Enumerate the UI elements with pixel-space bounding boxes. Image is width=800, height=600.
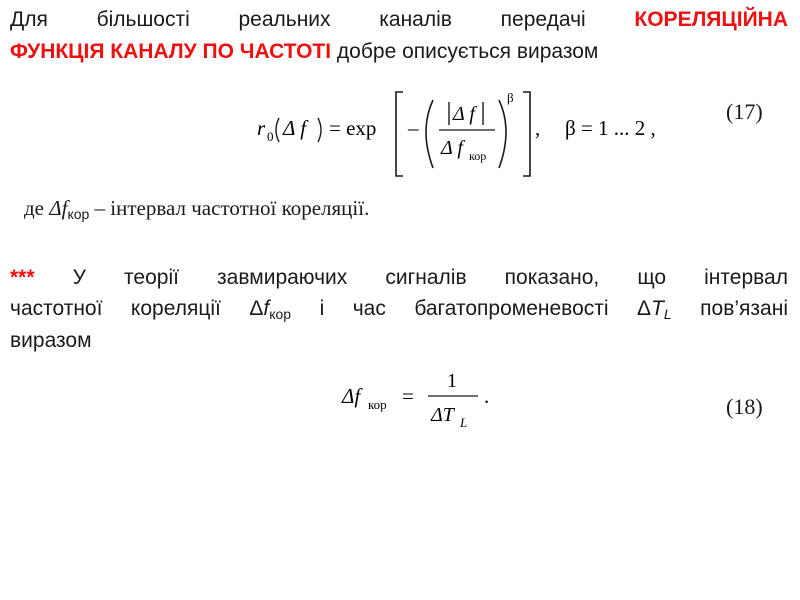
formula-comma: , [535, 116, 541, 140]
big-paren-left [426, 100, 433, 168]
definition-line [24, 196, 369, 222]
formula-17 [255, 90, 675, 180]
paren-right [318, 118, 321, 142]
formula-r: r [257, 116, 266, 140]
paragraph-2-text-2a: частотної кореляції [10, 297, 250, 320]
bracket-left [396, 92, 403, 176]
formula-18 [340, 365, 510, 435]
paragraph-2-line-1 [10, 263, 788, 293]
formula18-lhs-sub: кор [368, 397, 387, 412]
highlight-correlation: КОРЕЛЯЦІЙНА [634, 8, 788, 31]
equation-number-17: (17) [726, 99, 763, 124]
formula18-denominator: ΔT [431, 404, 454, 426]
formula18-den-sub: L [460, 415, 468, 430]
formula18-numerator: 1 [447, 370, 457, 392]
definition-delta-f: Δf [49, 196, 68, 220]
highlight-channel-function: ФУНКЦІЯ КАНАЛУ ПО ЧАСТОТІ [10, 40, 332, 63]
stars-marker: *** [10, 266, 35, 289]
paragraph-1-text: Для більшості реальних каналів передачі [10, 8, 635, 31]
formula-r-sub: 0 [267, 129, 274, 144]
f-sub: кор [269, 306, 292, 322]
formula18-equals: = [402, 384, 414, 408]
formula18-lhs: Δf [342, 384, 361, 408]
delta-t-symbol: Δ [637, 297, 652, 320]
formula18-period: . [484, 384, 490, 408]
t-symbol: T [651, 297, 664, 320]
formula-abs-delta-f: Δ f [453, 103, 475, 125]
paragraph-2-text-1: У теорії завмираючих сигналів показано, що інтервал [34, 266, 788, 289]
bracket-right [523, 92, 530, 176]
f-symbol: f [263, 297, 270, 320]
paragraph-2-text-2c: пов’язані [671, 297, 788, 320]
big-paren-right [499, 100, 506, 168]
equation-number-18: (18) [726, 394, 763, 419]
definition-prefix: де [24, 196, 50, 220]
formula-equals-exp: = exp [329, 116, 377, 140]
paragraph-2-delta-f [249, 297, 291, 320]
formula-den-delta-f: Δ f [441, 137, 463, 159]
formula-delta-f: Δ f [283, 116, 307, 140]
formula-den-sub: кор [469, 149, 487, 163]
formula-beta-exponent: β [507, 90, 514, 105]
definition-text: – інтервал частотної кореляції. [89, 196, 370, 220]
paren-left [276, 118, 279, 142]
t-sub: L [663, 306, 672, 322]
paragraph-2-line-2 [10, 294, 788, 329]
paragraph-1-line-2 [10, 36, 788, 67]
definition-sub: кор [67, 206, 90, 222]
paragraph-1-text-end: добре описується виразом [331, 40, 599, 63]
formula-beta-clause: β = 1 ... 2 , [565, 116, 656, 140]
paragraph-2-text-2b: і час багатопроменевості [291, 297, 638, 320]
paragraph-2-line-3 [10, 326, 788, 356]
paragraph-2-text-3: виразом [10, 329, 92, 352]
paragraph-2-delta-t [637, 297, 672, 320]
delta-symbol: Δ [249, 297, 264, 320]
formula-minus: – [408, 116, 419, 140]
paragraph-1-line-1 [10, 4, 788, 35]
